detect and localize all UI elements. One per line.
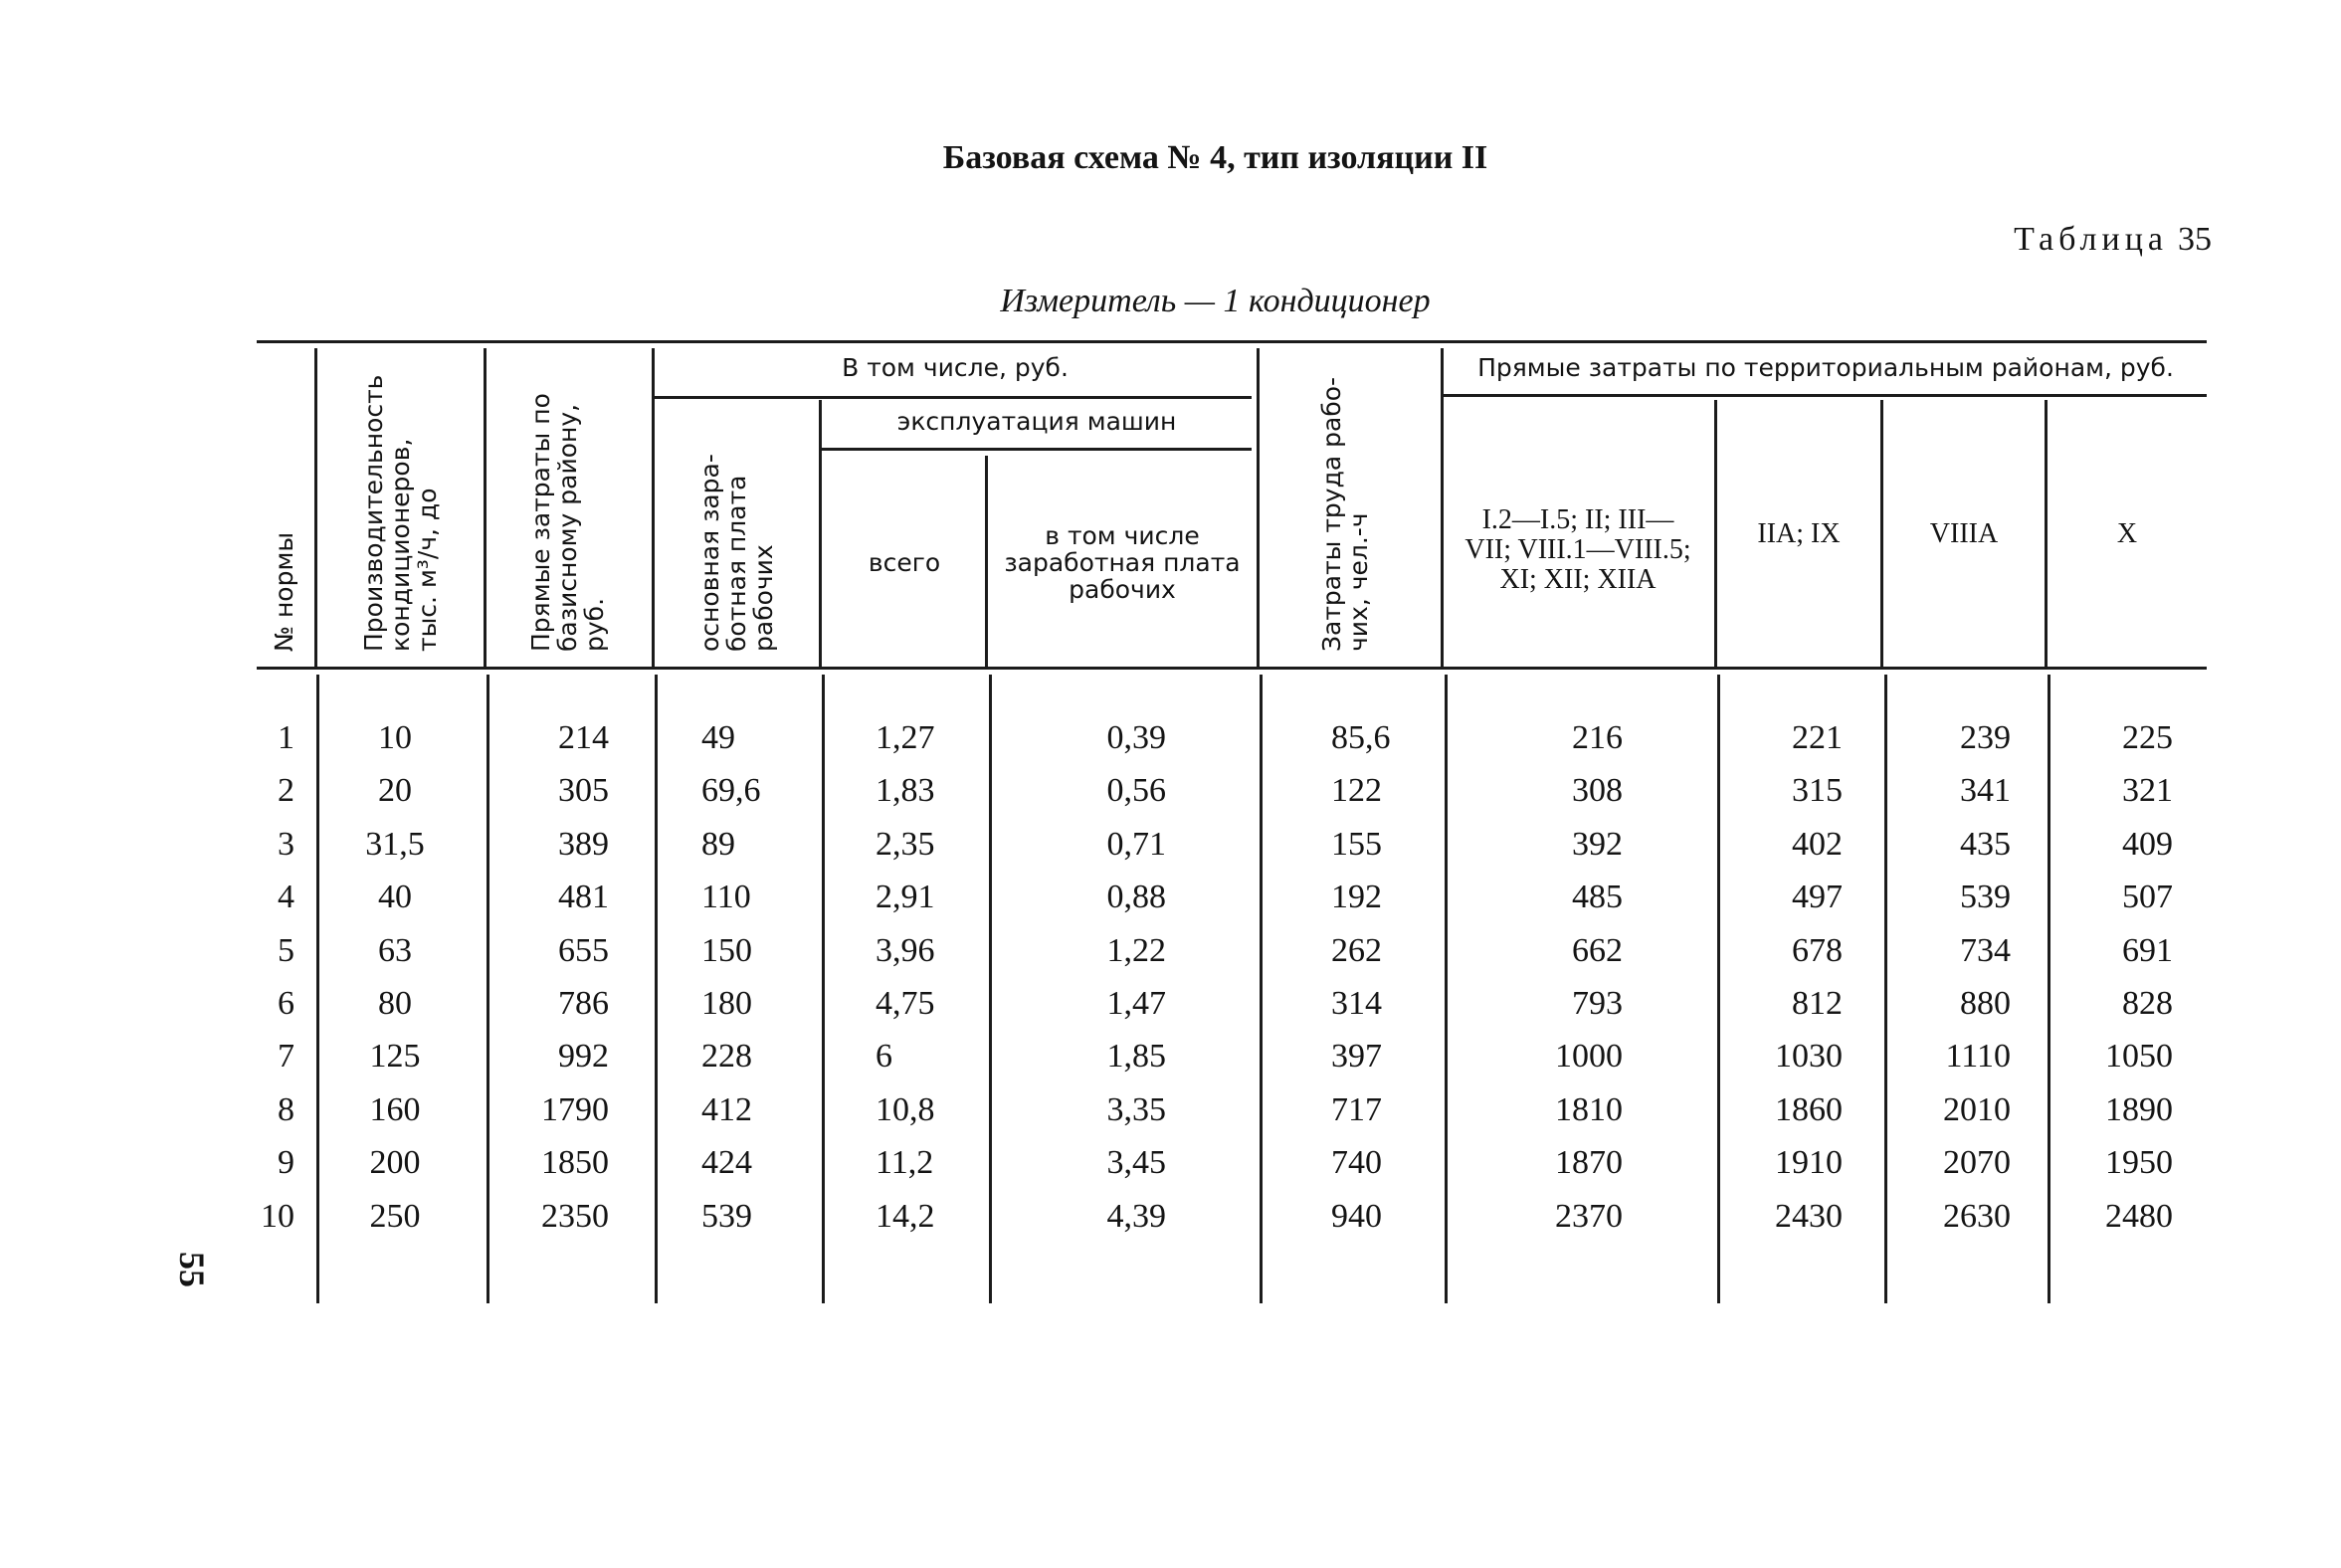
table-cell: 40	[378, 879, 412, 916]
table-label-text: Таблица	[2014, 221, 2168, 258]
table-cell: 539	[1960, 879, 2011, 916]
table-cell: 481	[558, 879, 609, 916]
header-direct-line: базисному району,	[553, 403, 582, 652]
rule-header-bottom	[257, 667, 2207, 670]
table-cell: 786	[558, 985, 609, 1022]
rule-top	[257, 340, 2207, 343]
rule-including	[655, 396, 1252, 399]
table-cell: 315	[1792, 772, 1843, 810]
table-cell: 2,35	[876, 825, 935, 863]
table-cell: 2430	[1775, 1197, 1843, 1235]
header-region-3: VIIIA	[1929, 518, 1999, 549]
table-cell: 11,2	[876, 1144, 934, 1182]
table-cell: 125	[369, 1038, 421, 1076]
header-region-4: X	[2116, 518, 2138, 549]
header-labor-line: Затраты труда рабо-	[1317, 376, 1346, 652]
page-number: 55	[172, 1252, 212, 1287]
table-cell: 262	[1331, 931, 1382, 969]
table-cell: 1,22	[1106, 931, 1166, 969]
table-cell: 812	[1792, 985, 1843, 1022]
header-labor-line: чих, чел.-ч	[1344, 512, 1373, 652]
table-cell: 1030	[1775, 1038, 1843, 1076]
header-region-1-line: XI; XII; XIIA	[1499, 564, 1657, 595]
table-cell: 392	[1572, 825, 1623, 863]
table-cell: 1,83	[876, 772, 935, 810]
rule-col-1	[314, 348, 317, 667]
table-cell: 0,39	[1106, 719, 1166, 756]
measure-caption: Измеритель — 1 кондиционер	[1000, 283, 1431, 319]
table-cell: 31,5	[365, 825, 425, 863]
header-region-1-line: I.2—I.5; II; III—	[1481, 504, 1674, 535]
norm-number-cell: 1	[278, 719, 294, 756]
table-cell: 717	[1331, 1090, 1382, 1128]
table-cell: 0,71	[1106, 825, 1166, 863]
table-cell: 2070	[1943, 1144, 2011, 1182]
header-machine-wages-line: заработная плата	[1004, 548, 1241, 577]
table-cell: 0,88	[1106, 879, 1166, 916]
table-cell: 485	[1572, 879, 1623, 916]
header-region-1-line: VII; VIII.1—VIII.5;	[1464, 534, 1691, 565]
table-cell: 2010	[1943, 1090, 2011, 1128]
table-cell: 110	[701, 879, 751, 916]
norm-number-cell: 6	[278, 985, 294, 1022]
table-cell: 80	[378, 985, 412, 1022]
table-cell: 3,45	[1106, 1144, 1166, 1182]
header-direct-line: Прямые затраты по	[526, 393, 555, 652]
table-cell: 150	[701, 931, 752, 969]
table-cell: 341	[1960, 772, 2011, 810]
norm-number-cell: 9	[278, 1144, 294, 1182]
header-territorial: Прямые затраты по территориальным районам, руб.	[1477, 353, 2174, 382]
table-cell: 228	[701, 1038, 752, 1076]
table-cell: 0,56	[1106, 772, 1166, 810]
table-cell: 180	[701, 985, 752, 1022]
table-cell: 793	[1572, 985, 1623, 1022]
header-machines: эксплуатация машин	[896, 407, 1177, 436]
table-cell: 49	[701, 719, 735, 756]
rule-col-6	[1257, 348, 1260, 667]
header-direct-costs	[527, 393, 608, 652]
body-rule-5	[989, 675, 992, 1303]
table-cell: 1,85	[1106, 1038, 1166, 1076]
body-rule-7	[1445, 675, 1448, 1303]
norm-number-cell: 8	[278, 1090, 294, 1128]
table-cell: 740	[1331, 1144, 1382, 1182]
norm-number-cell: 10	[261, 1197, 294, 1235]
table-cell: 10	[378, 719, 412, 756]
header-including: В том числе, руб.	[842, 353, 1069, 382]
table-cell: 20	[378, 772, 412, 810]
header-machine-wages-line: в том числе	[1045, 521, 1200, 550]
header-region-2: IIA; IX	[1757, 518, 1841, 549]
rule-col-4	[819, 400, 822, 667]
header-capacity-line: кондиционеров,	[386, 438, 415, 652]
table-cell: 122	[1331, 772, 1382, 810]
table-cell: 409	[2122, 825, 2173, 863]
table-cell: 221	[1792, 719, 1843, 756]
table-number: 35	[2178, 221, 2212, 258]
table-cell: 63	[378, 931, 412, 969]
table-cell: 14,2	[876, 1197, 935, 1235]
table-cell: 192	[1331, 879, 1382, 916]
table-cell: 402	[1792, 825, 1843, 863]
table-cell: 2350	[541, 1197, 609, 1235]
norm-number-cell: 7	[278, 1038, 294, 1076]
table-cell: 1910	[1775, 1144, 1843, 1182]
table-cell: 85,6	[1331, 719, 1391, 756]
body-rule-8	[1717, 675, 1720, 1303]
table-cell: 940	[1331, 1197, 1382, 1235]
rule-territorial	[1441, 394, 2207, 397]
table-cell: 412	[701, 1090, 752, 1128]
table-cell: 6	[876, 1038, 892, 1076]
table-cell: 4,75	[876, 985, 935, 1022]
table-cell: 216	[1572, 719, 1623, 756]
table-cell: 3,96	[876, 931, 935, 969]
table-cell: 250	[369, 1197, 421, 1235]
body-rule-10	[2048, 675, 2050, 1303]
header-wages-line: ботная плата	[722, 475, 751, 652]
rule-machines	[819, 448, 1252, 451]
table-cell: 214	[558, 719, 609, 756]
body-rule-6	[1260, 675, 1263, 1303]
header-total: всего	[868, 548, 941, 577]
table-cell: 691	[2122, 931, 2173, 969]
table-cell: 1,47	[1106, 985, 1166, 1022]
table-cell: 1860	[1775, 1090, 1843, 1128]
table-cell: 314	[1331, 985, 1382, 1022]
rule-col-3	[652, 348, 655, 667]
table-cell: 1890	[2105, 1090, 2173, 1128]
body-rule-9	[1884, 675, 1887, 1303]
header-region-1	[1443, 505, 1713, 595]
header-machine-wages-line: рабочих	[1069, 575, 1176, 604]
header-wages-line: рабочих	[749, 544, 778, 652]
norm-number-cell: 5	[278, 931, 294, 969]
table-cell: 662	[1572, 931, 1623, 969]
table-cell: 160	[369, 1090, 421, 1128]
header-capacity	[360, 375, 441, 652]
header-wages	[696, 454, 777, 652]
table-cell: 2370	[1555, 1197, 1623, 1235]
header-direct-line: руб.	[580, 597, 609, 652]
table-cell: 1870	[1555, 1144, 1623, 1182]
table-cell: 321	[2122, 772, 2173, 810]
table-cell: 3,35	[1106, 1090, 1166, 1128]
table-cell: 155	[1331, 825, 1382, 863]
table-cell: 1,27	[876, 719, 935, 756]
page-title: Базовая схема № 4, тип изоляции II	[942, 139, 1488, 176]
table-cell: 69,6	[701, 772, 761, 810]
table-cell: 1050	[2105, 1038, 2173, 1076]
header-norm: № нормы	[270, 531, 298, 652]
header-capacity-line: тыс. м³/ч, до	[413, 488, 442, 652]
table-cell: 655	[558, 931, 609, 969]
table-cell: 10,8	[876, 1090, 935, 1128]
table-cell: 1850	[541, 1144, 609, 1182]
table-cell: 734	[1960, 931, 2011, 969]
header-capacity-line: Производительность	[359, 374, 388, 652]
norm-number-cell: 2	[278, 772, 294, 810]
table-label	[2014, 221, 2212, 259]
table-cell: 239	[1960, 719, 2011, 756]
table-cell: 2630	[1943, 1197, 2011, 1235]
table-cell: 1000	[1555, 1038, 1623, 1076]
table-cell: 308	[1572, 772, 1623, 810]
table-cell: 992	[558, 1038, 609, 1076]
table-cell: 828	[2122, 985, 2173, 1022]
header-wages-line: основная зара-	[695, 454, 724, 652]
table-cell: 678	[1792, 931, 1843, 969]
table-cell: 1110	[1945, 1038, 2011, 1076]
rule-col-2	[484, 348, 487, 667]
table-cell: 539	[701, 1197, 752, 1235]
body-rule-1	[316, 675, 319, 1303]
body-rule-2	[487, 675, 489, 1303]
table-cell: 397	[1331, 1038, 1382, 1076]
table-cell: 2480	[2105, 1197, 2173, 1235]
table-cell: 4,39	[1106, 1197, 1166, 1235]
table-cell: 89	[701, 825, 735, 863]
table-cell: 225	[2122, 719, 2173, 756]
table-cell: 1950	[2105, 1144, 2173, 1182]
table-cell: 424	[701, 1144, 752, 1182]
norm-number-cell: 4	[278, 879, 294, 916]
norm-number-cell: 3	[278, 825, 294, 863]
body-rule-3	[655, 675, 658, 1303]
body-rule-4	[822, 675, 825, 1303]
table-cell: 305	[558, 772, 609, 810]
table-cell: 200	[369, 1144, 421, 1182]
table-cell: 880	[1960, 985, 2011, 1022]
header-labor	[1318, 377, 1372, 652]
header-machine-wages	[989, 522, 1256, 603]
table-cell: 497	[1792, 879, 1843, 916]
table-cell: 2,91	[876, 879, 935, 916]
table-cell: 1810	[1555, 1090, 1623, 1128]
table-cell: 1790	[541, 1090, 609, 1128]
table-cell: 389	[558, 825, 609, 863]
table-cell: 507	[2122, 879, 2173, 916]
table-cell: 435	[1960, 825, 2011, 863]
